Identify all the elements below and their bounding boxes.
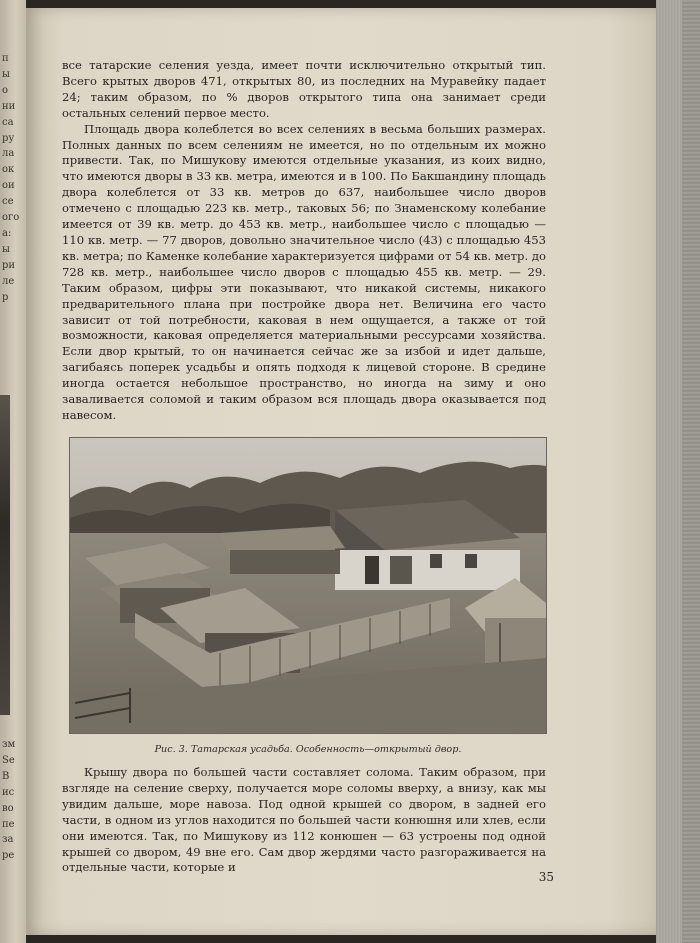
body-text-bottom bbox=[62, 765, 546, 876]
left-page-fragment: за bbox=[2, 834, 14, 846]
paragraph-2: Площадь двора колеблется во всех селениях в весьма больших размерах. Полных данных по всем селениям не имеется, но по отдельным их можно привести. Так, по Мишукову имеются отдельные указания, из коих видно, что имеются дворы в 33 кв. метра, имеются и в 100. По Бакшандину площадь двора колеблется от 33 кв. метров до 637, наибольшее число дворов отмечено с площадью 223 кв. метр., таковых 56; по Знаменскому колебание имеется от 39 кв. метр. до 453 кв. метр., наибольшее число с площадью — 110 кв. метр. — 77 дворов, довольно значительное число (43) с площадью 453 кв. метра; по Каменке колебание характеризуется цифрами от 54 кв. метр. до 728 кв. метр., наибольшее число дворов с площадью 455 кв. метр. — 29. Таким образом, цифры эти показывают, что никакой системы, никакого предварительного плана при постройке двора нет. Величина его часто зависит от той потребности, каковая в нем ощущается, а также от той возможности, каковая определяется материальными рессурсами хозяйства. Если двор крытый, то он начинается сейчас же за избой и идет дальше, загибаясь поперек усадьбы и опять подходя к лицевой стороне. В средине иногда остается небольшое пространство, но иногда на зиму и оно заваливается соломой и таким образом вся площадь двора оказывается под навесом. bbox=[62, 121, 546, 422]
left-page-fragment: ои bbox=[2, 180, 15, 192]
left-page-fragment: ри bbox=[2, 259, 16, 271]
left-page-edge bbox=[0, 0, 26, 943]
left-page-fragment: во bbox=[2, 802, 14, 814]
left-page-photo-strip bbox=[0, 395, 10, 715]
figure-caption: Рис. 3. Татарская усадьба. Особенность—открытый двор. bbox=[154, 744, 462, 755]
left-page-fragment: В bbox=[2, 770, 10, 782]
cloth-binding bbox=[682, 0, 700, 943]
left-page-fragment: ис bbox=[2, 786, 15, 798]
left-page-fragment: ру bbox=[2, 132, 15, 144]
left-page-fragment: зм bbox=[2, 739, 16, 750]
paragraph-1: все татарские селения уезда, имеет почти исключительно открытый тип. Всего крытых дворов 471, открытых 80, из последних на Муравейку падает 24; таким образом, по % дворов открытого типа она занимает среди остальных селений первое место. bbox=[62, 58, 546, 120]
left-page-fragment: р bbox=[2, 291, 9, 303]
book-page bbox=[26, 8, 656, 935]
left-page-fragment: ого bbox=[2, 212, 20, 223]
left-page-fragment: пе bbox=[2, 818, 15, 830]
left-page-fragment: п bbox=[2, 53, 9, 64]
left-page-fragment: ы bbox=[2, 68, 10, 80]
figure-photo bbox=[70, 438, 546, 733]
left-page-fragment: ла bbox=[2, 148, 15, 160]
paragraph-3: Крышу двора по большей части составляет солома. Таким образом, при взгляде на селение сверху, получается море соломы вверху, а внизу, как мы увидим дальше, море навоза. Под одной крышей со двором, в задней его части, в одном из углов находится по большей части конюшня или хлев, если они имеются. Так, по Мишукову из 112 конюшен — 63 устроены под одной крышей со двором, 49 вне его. Сам двор жердями часто разгораживается на отдельные части, которые и bbox=[62, 765, 546, 875]
village-photo bbox=[70, 438, 546, 733]
book-cover-edge bbox=[656, 0, 700, 943]
left-page-fragment: а: bbox=[2, 227, 12, 239]
left-page-fragment: ок bbox=[2, 164, 15, 176]
left-page-fragment: о bbox=[2, 84, 9, 96]
left-page-fragment: ни bbox=[2, 100, 16, 112]
left-page-fragment: са bbox=[2, 116, 14, 128]
left-page-fragment: ле bbox=[2, 275, 15, 287]
page-number: 35 bbox=[538, 870, 554, 884]
left-page-fragment: ре bbox=[2, 850, 15, 862]
left-page-fragment: Se bbox=[2, 754, 15, 766]
left-page-fragment: се bbox=[2, 196, 14, 208]
left-page-fragment: ы bbox=[2, 243, 10, 255]
body-text-top bbox=[62, 58, 546, 424]
